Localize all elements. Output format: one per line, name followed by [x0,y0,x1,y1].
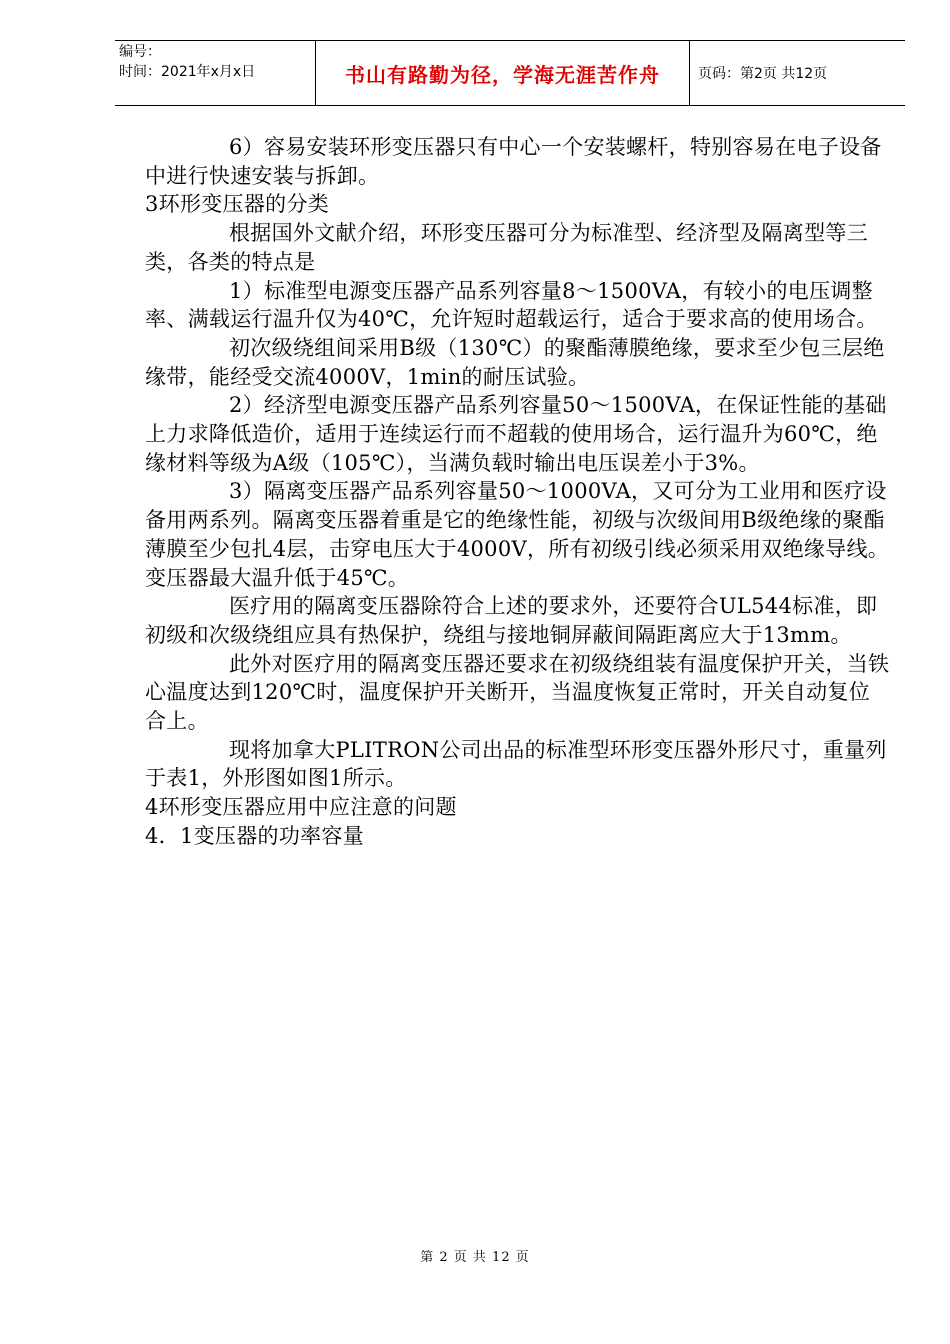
header-motto: 书山有路勤为径，学海无涯苦作舟 [315,41,690,105]
body-paragraph: 2）经济型电源变压器产品系列容量50～1500VA，在保证性能的基础上力求降低造价，适用于连续运行而不超载的使用场合，运行温升为60℃，绝缘材料等级为A级（105℃），当满负载时输出电压误差小于3%。 [145,393,887,475]
document-body [145,133,890,851]
page-header [115,40,905,106]
body-paragraph: 6）容易安装环形变压器只有中心一个安装螺杆，特别容易在电子设备中进行快速安装与拆卸。 [145,135,882,188]
section-heading: 4．1变压器的功率容量 [145,823,365,848]
header-meta [115,41,315,105]
section-heading: 3环形变压器的分类 [145,192,330,217]
page-footer: 第 2 页 共 12 页 [420,1250,530,1265]
code-label: 编号： [119,44,161,60]
body-paragraph: 根据国外文献介绍，环形变压器可分为标准型、经济型及隔离型等三类，各类的特点是 [145,221,868,274]
header-page-info: 页码：第2页 共12页 [698,66,828,82]
body-paragraph: 此外对医疗用的隔离变压器还要求在初级绕组装有温度保护开关，当铁心温度达到120℃时，温度保护开关断开，当温度恢复正常时，开关自动复位合上。 [145,651,890,734]
body-paragraph: 医疗用的隔离变压器除符合上述的要求外，还要符合UL544标准，即初级和次级绕组应具有热保护，绕组与接地铜屏蔽间隔距离应大于13mm。 [145,594,878,647]
body-paragraph: 现将加拿大PLITRON公司出品的标准型环形变压器外形尺寸，重量列于表1，外形图如图1所示。 [145,737,887,791]
body-paragraph: 初次级绕组间采用B级（130℃）的聚酯薄膜绝缘，要求至少包三层绝缘带，能经受交流4000V，1min的耐压试验。 [145,335,885,389]
section-heading: 4环形变压器应用中应注意的问题 [145,795,457,820]
time-label: 时间：2021年x月x日 [119,64,256,80]
body-paragraph: 1）标准型电源变压器产品系列容量8～1500VA，有较小的电压调整率、满载运行温升仅为40℃，允许短时超载运行，适合于要求高的使用场合。 [145,278,878,332]
body-paragraph: 3）隔离变压器产品系列容量50～1000VA，又可分为工业用和医疗设备用两系列。隔离变压器着重是它的绝缘性能，初级与次级间用B级绝缘的聚酯薄膜至少包扎4层，击穿电压大于4000V，所有初级引线必须采用双绝缘导线。变压器最大温升低于45℃。 [145,479,890,590]
